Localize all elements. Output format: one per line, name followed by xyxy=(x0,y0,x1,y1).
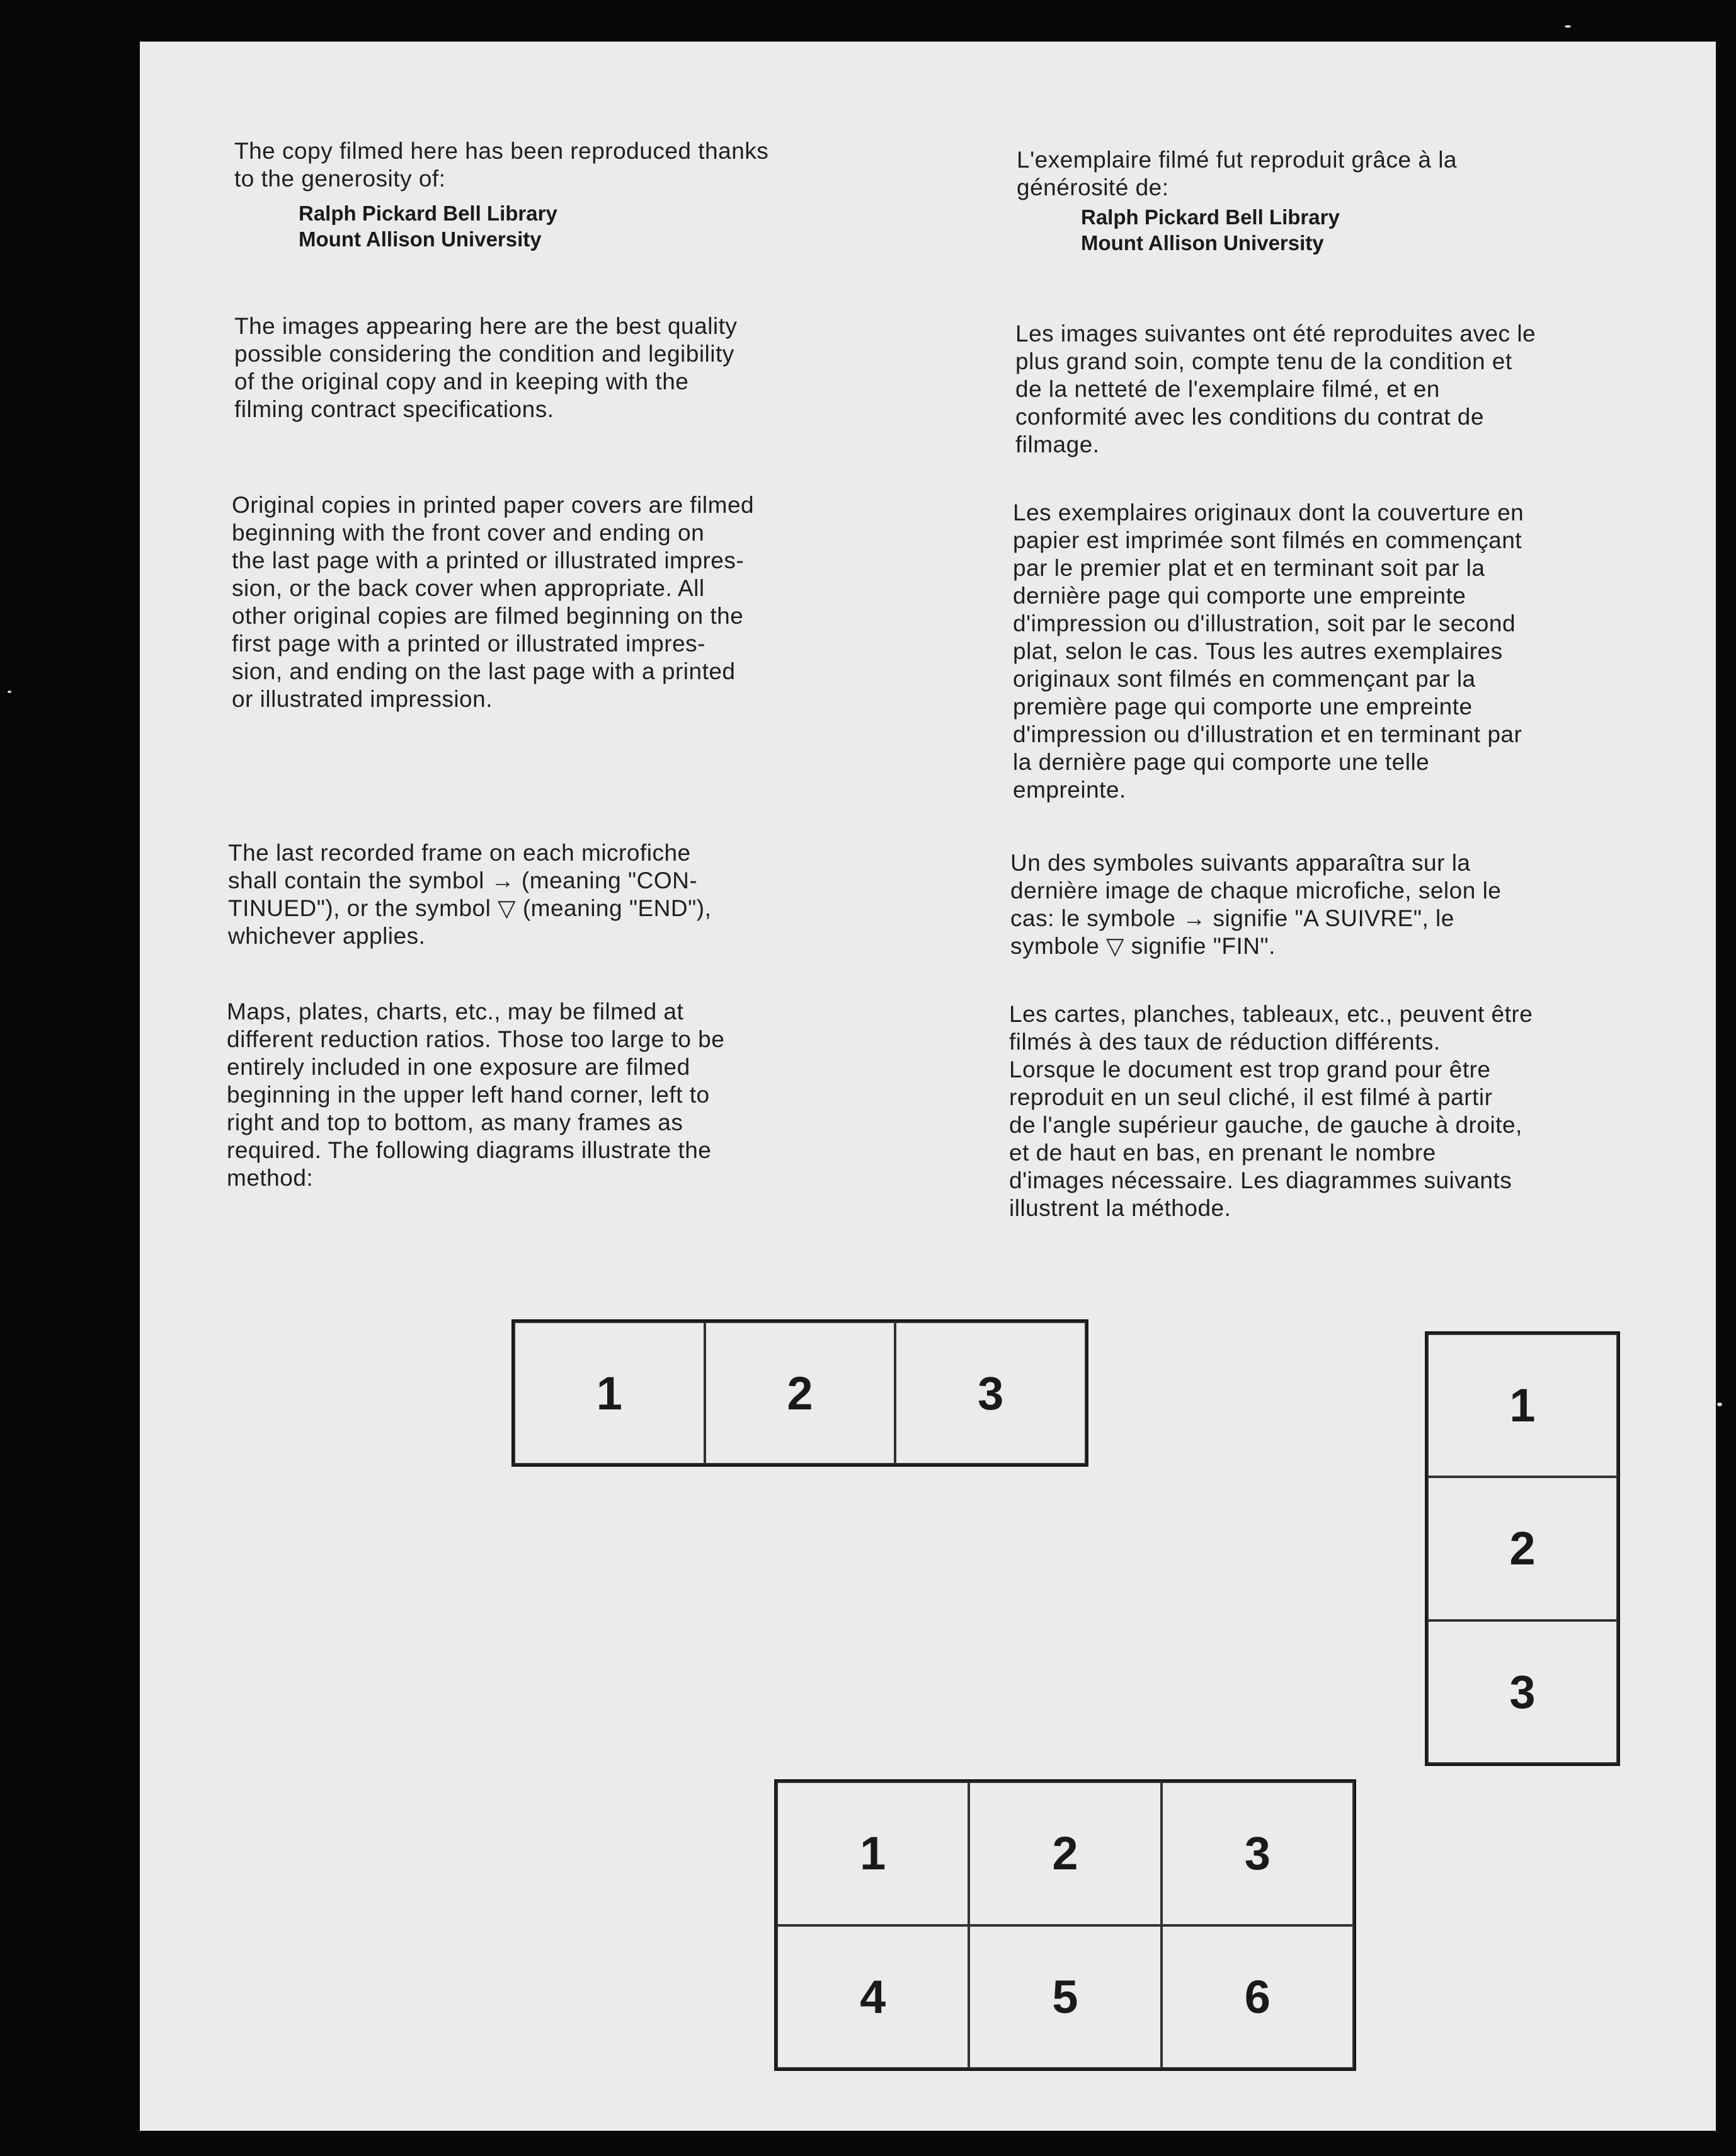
film-speck xyxy=(8,691,11,693)
french-symbol-text: Un des symboles suivants apparaîtra sur la dernière image de chaque microfiche, selon le cas: le symbole → signifie "A SUIVRE", le symbole ▽ signifie "FIN". xyxy=(1010,850,1502,959)
frame-cell: 3 xyxy=(1162,1782,1354,1925)
french-library-name: Ralph Pickard Bell Library Mount Allison University xyxy=(1081,205,1340,255)
english-covers-text: Original copies in printed paper covers are filmed beginning with the front cover and ending on the last page with a printed or illustrated impres- sion, or the back cover when appropriate. All other original copies are filmed beginning on the first page with a printed or illustrated impres- sion, and ending on the last page with a printed or illustrated impression. xyxy=(232,492,755,712)
frame-cell: 1 xyxy=(1427,1334,1618,1477)
french-quality-text: Les images suivantes ont été reproduites avec le plus grand soin, compte tenu de la condition et de la netteté de l'exemplaire filmé, et en conformité avec les conditions du contrat de filmage. xyxy=(1015,321,1536,457)
frame-cell: 2 xyxy=(969,1782,1161,1925)
frame-cell: 2 xyxy=(705,1322,896,1464)
english-maps-text: Maps, plates, charts, etc., may be filmed at different reduction ratios. Those too large to be entirely included in one exposure are filmed beginning in the upper left hand corner, left to right and top to bottom, as many frames as required. The following diagrams illustrate the method: xyxy=(227,999,725,1191)
frame-cell: 2 xyxy=(1427,1477,1618,1620)
vertical-frame-diagram xyxy=(1425,1331,1620,1766)
french-covers-text: Les exemplaires originaux dont la couverture en papier est imprimée sont filmés en commençant par le premier plat et en terminant soit par la dernière page qui comporte une empreinte d'impression ou d'illustration, soit par le second plat, selon le cas. Tous les autres exemplaires originaux sont filmés en commençant par la première page qui comporte une empreinte d'impression ou d'illustration et en terminant par la dernière page qui comporte une telle empreinte. xyxy=(1013,500,1524,803)
microfiche-target-page xyxy=(140,42,1716,2131)
film-speck xyxy=(1717,1402,1722,1406)
frame-cell: 4 xyxy=(777,1925,969,2069)
frame-cell: 3 xyxy=(895,1322,1086,1464)
english-quality-text: The images appearing here are the best quality possible considering the condition and legibility of the original copy and in keeping with the filming contract specifications. xyxy=(234,313,738,422)
frame-cell: 1 xyxy=(777,1782,969,1925)
frame-cell: 6 xyxy=(1162,1925,1354,2069)
frame-cell: 5 xyxy=(969,1925,1161,2069)
english-thanks-text: The copy filmed here has been reproduced thanks to the generosity of: xyxy=(234,138,769,192)
frame-cell: 3 xyxy=(1427,1620,1618,1763)
french-thanks-text: L'exemplaire filmé fut reproduit grâce à la générosité de: xyxy=(1017,147,1458,200)
frame-cell: 1 xyxy=(514,1322,705,1464)
film-speck xyxy=(1565,25,1571,28)
english-library-name: Ralph Pickard Bell Library Mount Allison University xyxy=(299,202,557,251)
english-symbol-text: The last recorded frame on each microfiche shall contain the symbol → (meaning "CON- TINUED"), or the symbol ▽ (meaning "END"), whichever applies. xyxy=(228,840,712,949)
horizontal-frame-diagram xyxy=(511,1319,1088,1467)
grid-frame-diagram xyxy=(774,1779,1356,2071)
french-maps-text: Les cartes, planches, tableaux, etc., peuvent être filmés à des taux de réduction différents. Lorsque le document est trop grand pour être reproduit en un seul cliché, il est filmé à partir de l'angle supérieur gauche, de gauche à droite, et de haut en bas, en prenant le nombre d'images nécessaire. Les diagrammes suivants illustrent la méthode. xyxy=(1009,1001,1533,1221)
